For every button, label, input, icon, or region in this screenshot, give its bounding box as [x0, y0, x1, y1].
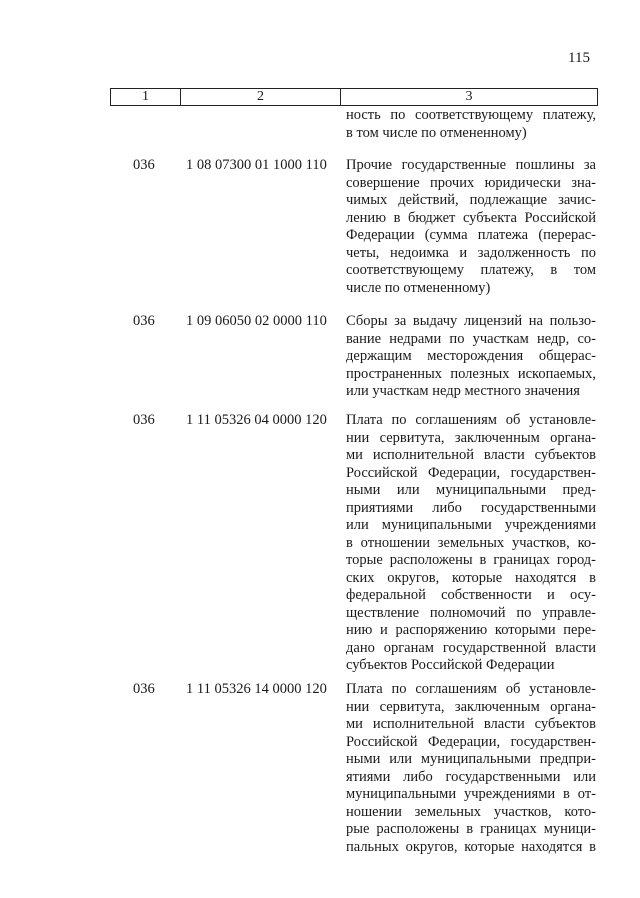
desc-line: Федерации (сумма платежа (перерас- [346, 227, 596, 243]
desc-line: пальных округов, которые находятся в [346, 838, 596, 855]
budget-code: 1 11 05326 04 0000 120 [186, 412, 327, 428]
continuation-description [346, 107, 596, 142]
header-col-2: 2 [181, 89, 341, 105]
desc-line: нию и распоряжению которыми пере- [346, 622, 596, 638]
desc-line: вание недрами по участкам недр, со- [346, 330, 596, 347]
desc-line: федеральной собственности и осу- [346, 587, 596, 603]
desc-line: совершение прочих юридически зна- [346, 174, 596, 191]
desc-line: в отношении земельных участков, ко- [346, 534, 596, 551]
desc-line: держащим месторождения общерас- [346, 348, 596, 364]
admin-code: 036 [133, 313, 155, 329]
desc-line: Сборы за выдачу лицензий на пользо- [346, 313, 596, 329]
desc-line: Плата по соглашениям об установле- [346, 681, 596, 697]
desc-line: рые расположены в границах муници- [346, 821, 596, 837]
table-header [110, 88, 598, 106]
desc-line: ми исполнительной власти субъектов [346, 447, 596, 463]
desc-line: нии сервитута, заключенным органа- [346, 429, 596, 446]
desc-line: или муниципальными учреждениями [346, 517, 596, 533]
desc-line: соответствующему платежу, в том [346, 262, 596, 278]
budget-code: 1 09 06050 02 0000 110 [186, 313, 327, 329]
desc-line: Плата по соглашениям об установле- [346, 412, 596, 428]
admin-code: 036 [133, 681, 155, 697]
desc-line: муниципальными учреждениями в от- [346, 786, 596, 802]
admin-code: 036 [133, 412, 155, 428]
header-col-3: 3 [465, 89, 473, 104]
desc-line: торые расположены в границах город- [346, 552, 596, 568]
desc-line: приятиями либо государственными [346, 499, 596, 516]
desc-line: Прочие государственные пошлины за [346, 157, 596, 173]
desc-line: ными или муниципальными предпри- [346, 751, 596, 767]
desc-line: ношении земельных участков, кото- [346, 803, 596, 820]
desc-line: четы, недоимка и задолженность по [346, 244, 596, 261]
desc-line: лению в бюджет субъекта Российской [346, 209, 596, 226]
header-col-1: 1 [111, 89, 181, 105]
desc-line: в том числе по отмененному) [346, 124, 527, 141]
desc-line: ятиями либо государственными или [346, 768, 596, 785]
row-description [346, 412, 596, 675]
desc-line: ществление полномочий по управле- [346, 604, 596, 621]
desc-line: субъектов Российской Федерации [346, 657, 555, 673]
desc-line: чимых действий, подлежащие зачис- [346, 192, 596, 208]
desc-line: ских округов, которые находятся в [346, 569, 596, 586]
desc-line: числе по отмененному) [346, 279, 491, 296]
page-number: 115 [568, 50, 590, 66]
desc-line: Российской Федерации, государствен- [346, 464, 596, 481]
desc-line: или участкам недр местного значения [346, 383, 580, 399]
desc-line: пространенных полезных ископаемых, [346, 365, 596, 382]
row-description [346, 681, 596, 856]
budget-code: 1 08 07300 01 1000 110 [186, 157, 327, 173]
desc-line: ми исполнительной власти субъектов [346, 716, 596, 732]
desc-line: нии сервитута, заключенным органа- [346, 698, 596, 715]
desc-line: Российской Федерации, государствен- [346, 733, 596, 750]
desc-line: дано органам государственной власти [346, 639, 596, 656]
desc-line: ность по соответствующему платежу, [346, 107, 596, 123]
row-description [346, 313, 596, 401]
admin-code: 036 [133, 157, 155, 173]
budget-code: 1 11 05326 14 0000 120 [186, 681, 327, 697]
row-description [346, 157, 596, 297]
desc-line: ными или муниципальными пред- [346, 482, 596, 498]
